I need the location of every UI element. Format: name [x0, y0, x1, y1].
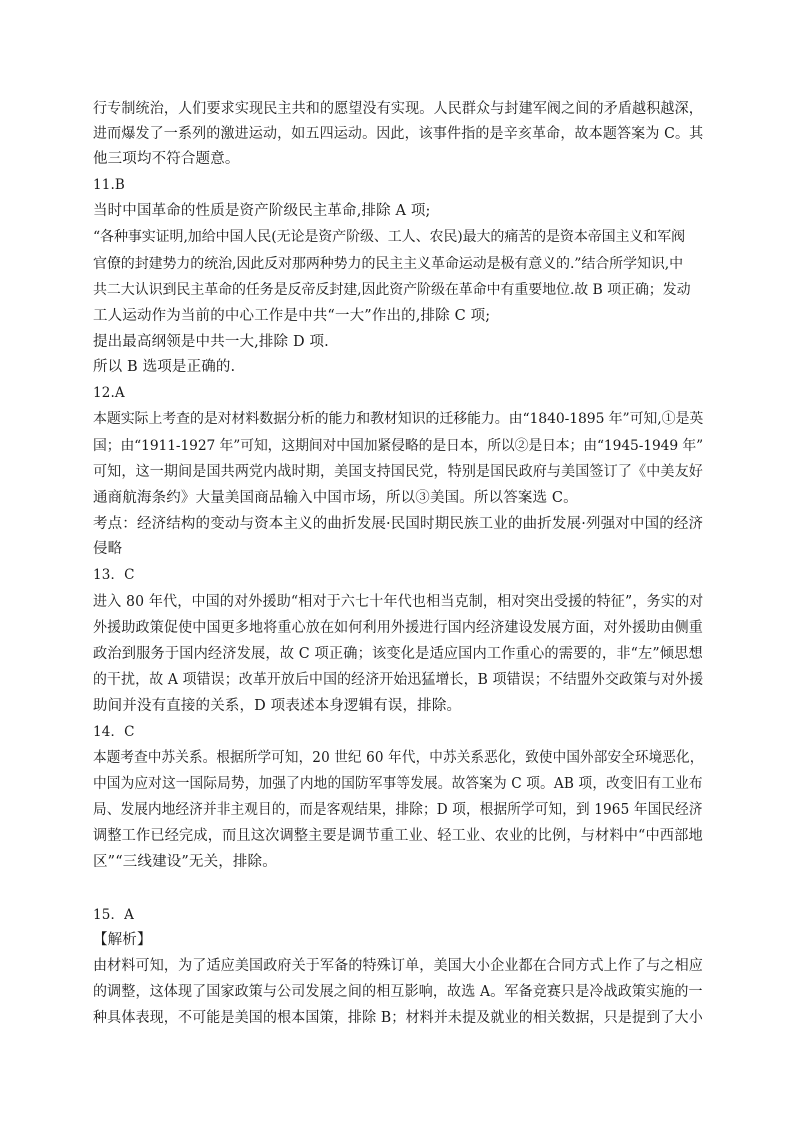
text-line: 本题实际上考查的是对材料数据分析的能力和教材知识的迁移能力。由“1840-1895 年”可知,①是英	[93, 411, 704, 427]
question-number: 13．C	[93, 567, 135, 583]
question-number: 11.B	[93, 177, 125, 193]
text-line: 他三项均不符合题意。	[93, 151, 240, 167]
question-number: 12.A	[93, 385, 125, 401]
question-number: 15．A	[93, 907, 135, 923]
text-line: 由材料可知，为了适应美国政府关于军备的特殊订单，美国大小企业都在合同方式上作了与之相应	[93, 958, 703, 974]
text-line: 所以 B 选项是正确的.	[93, 359, 236, 375]
text-line: 工人运动作为当前的中心工作是中共“一大”作出的,排除 C 项;	[93, 308, 491, 324]
section-heading: 【解析】	[93, 932, 152, 948]
text-line: 当时中国革命的性质是资产阶级民主革命,排除 A 项;	[93, 203, 431, 219]
text-line: 官僚的封建势力的统治,因此反对那两种势力的民主主义革命运动是极有意义的.”结合所学知识,中	[93, 256, 684, 272]
text-line: 本题考查中苏关系。根据所学可知，20 世纪 60 年代，中苏关系恶化，致使中国外部安全环境恶化，	[93, 750, 704, 766]
question-number: 14．C	[93, 724, 135, 740]
text-line: 助间并没有直接的关系，D 项表述本身逻辑有误，排除。	[93, 698, 462, 714]
text-line: 的调整，这体现了国家政策与公司发展之间的相互影响，故选 A。军备竞赛只是冷战政策实施的一	[93, 984, 703, 1000]
text-line: “各种事实证明,加给中国人民(无论是资产阶级、工人、农民)最大的痛苦的是资本帝国主义和军阀	[93, 229, 686, 245]
text-line: 共二大认识到民主革命的任务是反帝反封建,因此资产阶级在革命中有重要地位.故 B 项正确；发动	[93, 282, 691, 298]
text-line: 进入 80 年代，中国的对外援助“相对于六七十年代也相当克制，相对突出受援的特征”，务实的对	[93, 594, 704, 610]
text-line: 种具体表现，不可能是美国的根本国策，排除 B；材料并未提及就业的相关数据，只是提到了大小	[93, 1010, 703, 1026]
text-line: 通商航海条约》大量美国商品输入中国市场，所以③美国。所以答案选 C。	[93, 490, 578, 506]
text-line: 调整工作已经完成，而且这次调整主要是调节重工业、轻工业、农业的比例，与材料中“中西部地	[93, 828, 703, 844]
text-line: 行专制统治，人们要求实现民主共和的愿望没有实现。人民群众与封建军阀之间的矛盾越积越深，	[93, 101, 703, 117]
text-line: 侵略	[93, 541, 123, 557]
text-line: 局、发展内地经济并非主观目的，而是客观结果，排除；D 项，根据所学可知，到 1965 年国民经济	[93, 802, 703, 818]
text-line: 考点：经济结构的变动与资本主义的曲折发展·民国时期民族工业的曲折发展·列强对中国的经济	[93, 516, 704, 532]
text-line: 政治到服务于国内经济发展，故 C 项正确；该变化是适应国内工作重心的需要的，非“左”倾思想	[93, 646, 703, 662]
text-line: 进而爆发了一系列的激进运动，如五四运动。因此，该事件指的是辛亥革命，故本题答案为 C。其	[93, 126, 704, 142]
text-line: 提出最高纲领是中共一大,排除 D 项.	[93, 334, 329, 350]
text-line: 的干扰，故 A 项错误；改革开放后中国的经济开始迅猛增长，B 项错误；不结盟外交政策与对外援	[93, 672, 704, 688]
text-line: 区”“三线建设”无关，排除。	[93, 854, 277, 870]
text-line: 国；由“1911-1927 年”可知，这期间对中国加紧侵略的是日本，所以②是日本；由“1945-1949 年”	[93, 438, 704, 454]
text-line: 可知，这一期间是国共两党内战时期，美国支持国民党，特别是国民政府与美国签订了《中美友好	[93, 464, 703, 480]
text-line: 中国为应对这一国际局势，加强了内地的国防军事等发展。故答案为 C 项。AB 项，改变旧有工业布	[93, 776, 703, 792]
text-line: 外援助政策促使中国更多地将重心放在如何利用外援进行国内经济建设发展方面，对外援助由侧重	[93, 620, 703, 636]
